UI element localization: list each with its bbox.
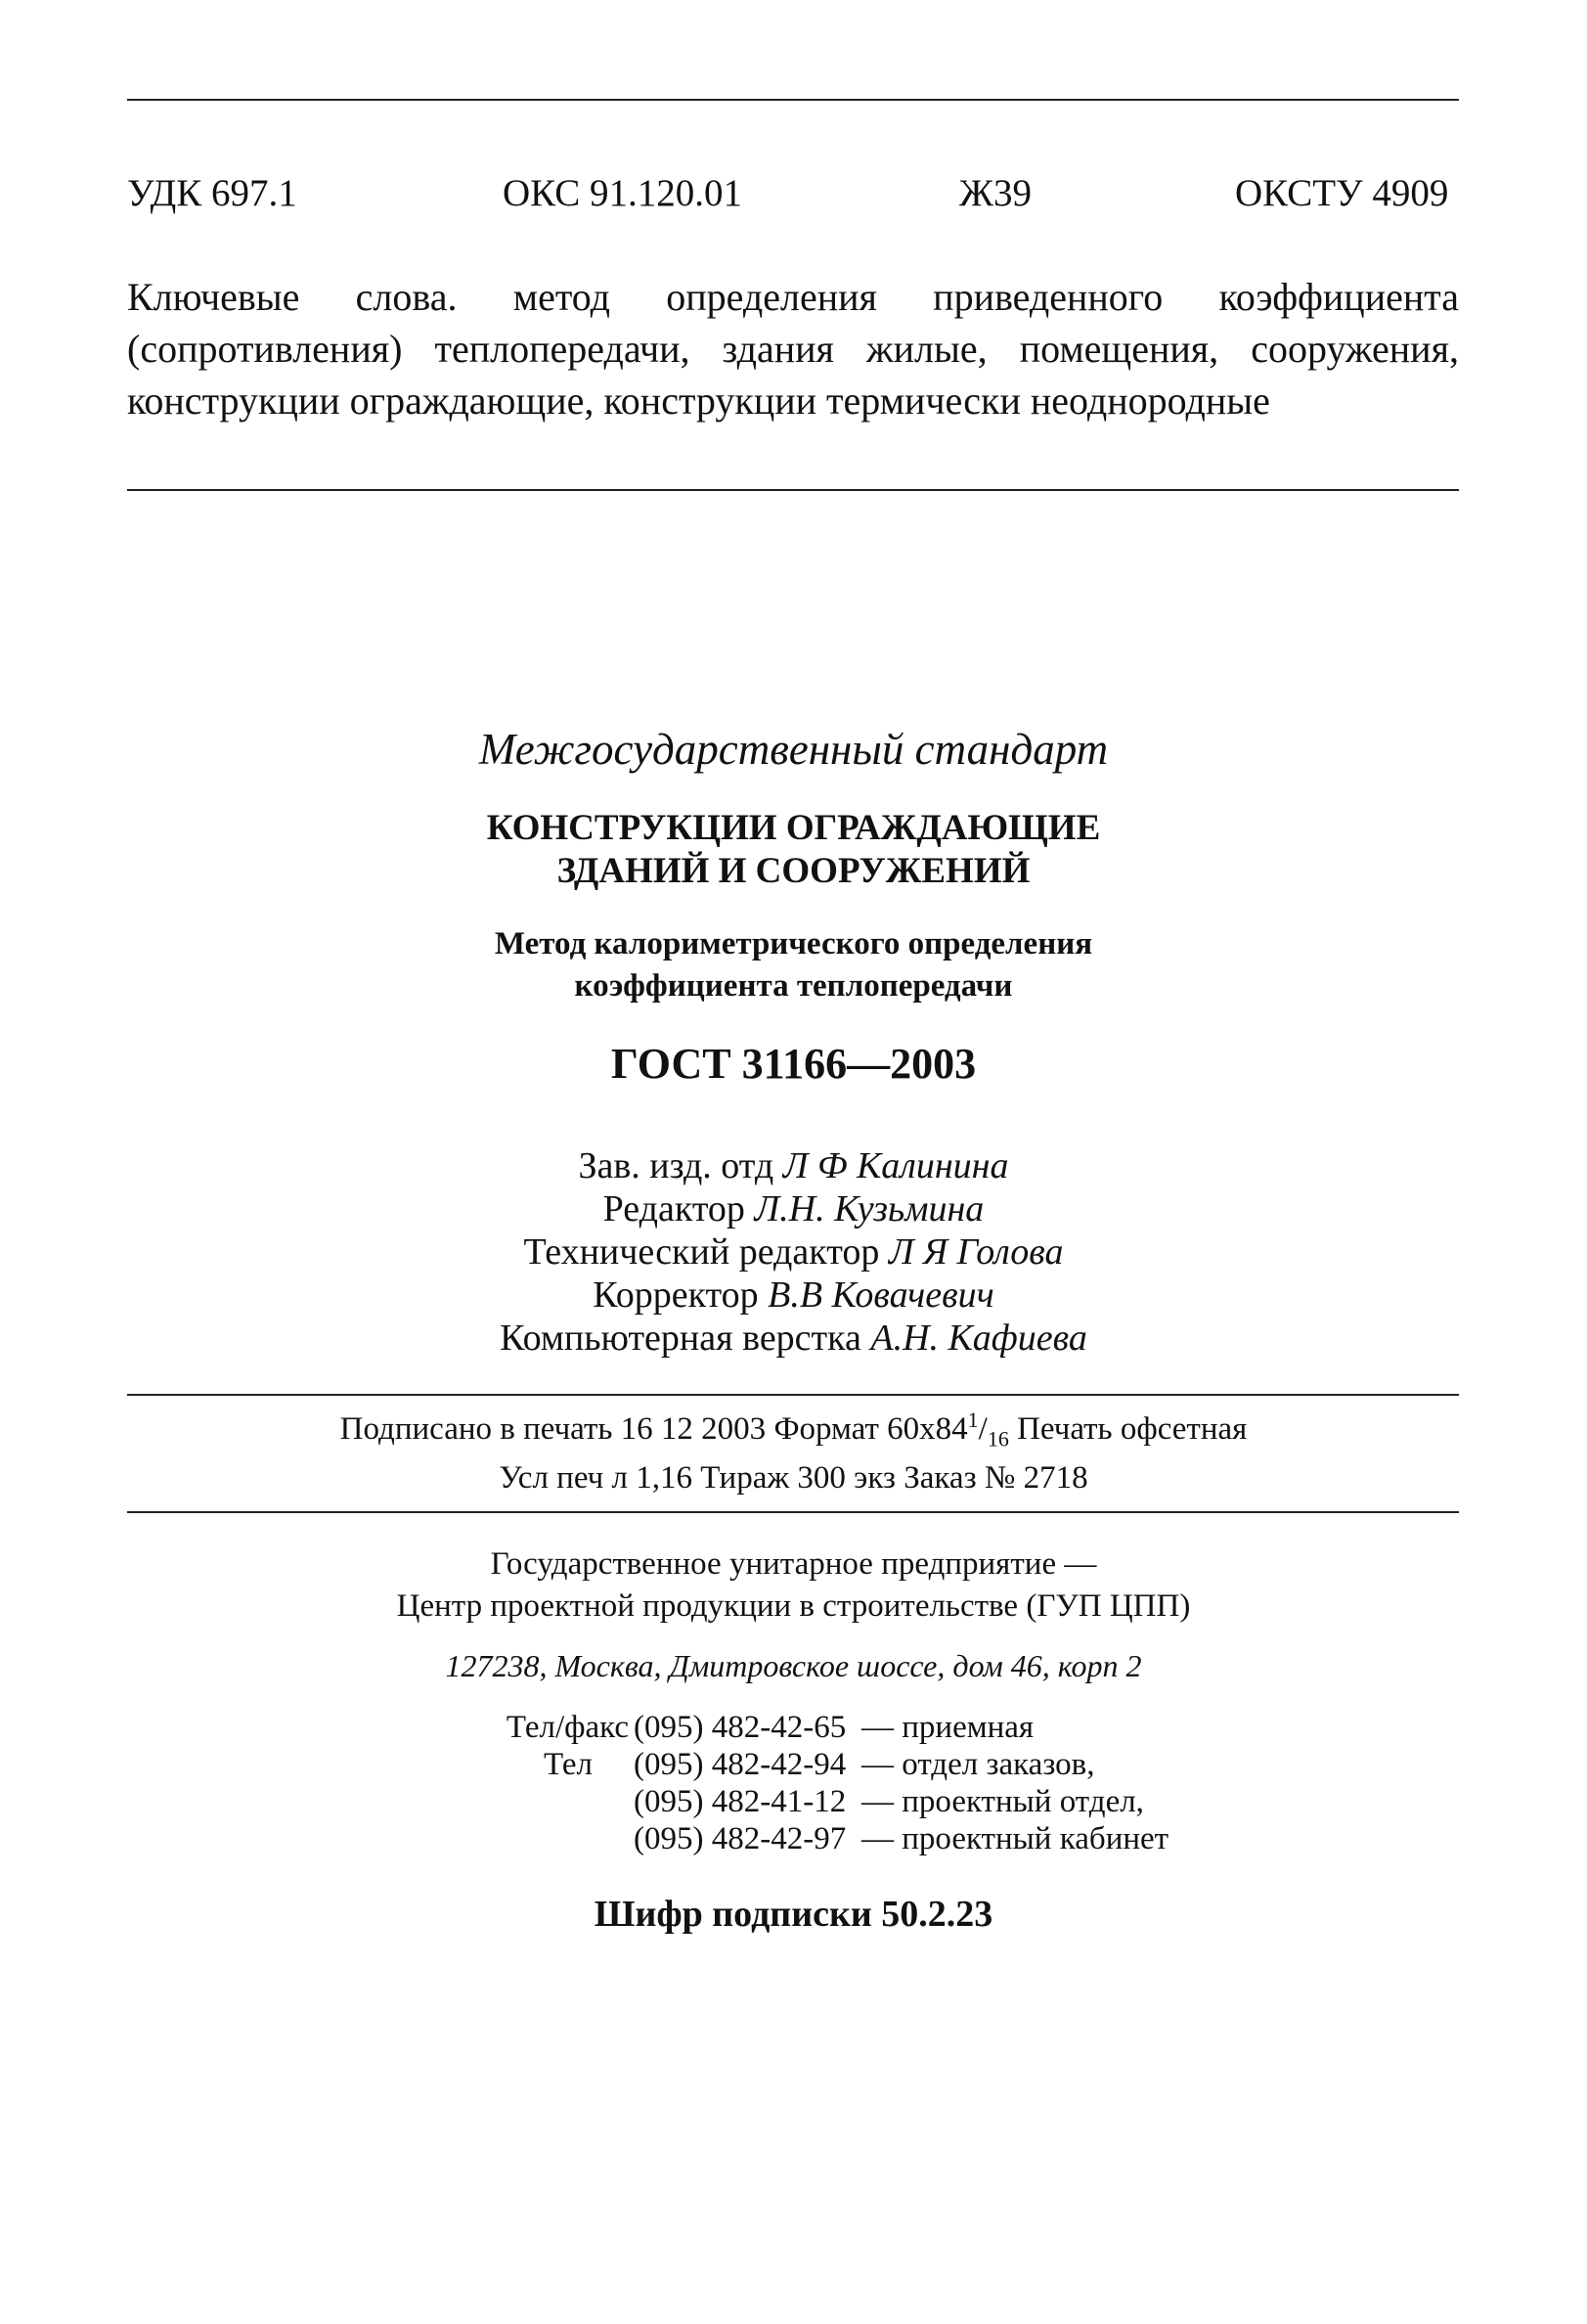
- credit-name: А.Н. Кафиева: [870, 1318, 1087, 1359]
- credit-name: Л.Н. Кузьмина: [754, 1188, 985, 1229]
- credit-line: [0, 1274, 1587, 1317]
- group-code: Ж39: [959, 172, 1032, 214]
- credit-line: [0, 1187, 1587, 1230]
- credit-role: Технический редактор: [523, 1231, 880, 1273]
- udk-code: УДК 697.1: [127, 172, 297, 214]
- standard-category: Межгосударственный стандарт: [478, 725, 1109, 774]
- title-line-2: ЗДАНИЙ И СООРУЖЕНИЙ: [556, 851, 1031, 891]
- credit-role: Редактор: [602, 1188, 745, 1229]
- credit-role: Компьютерная верстка: [500, 1318, 861, 1359]
- order-number: Заказ № 2718: [904, 1460, 1088, 1496]
- credit-name: Л Ф Калинина: [782, 1145, 1009, 1186]
- contact-desc: — проектный отдел,: [861, 1784, 1144, 1819]
- title-line-1: КОНСТРУКЦИИ ОГРАЖДАЮЩИЕ: [486, 808, 1101, 848]
- keywords-paragraph: Ключевые слова. метод определения приведенного коэффициента (сопротивления) теплопередачи, здания жилые, помещения, сооружения, конструкции ограждающие, конструкции термически неоднородные: [127, 275, 1459, 423]
- contact-phone: (095) 482-41-12: [634, 1784, 847, 1819]
- credit-name: В.В Ковачевич: [768, 1274, 994, 1316]
- contact-desc: — отдел заказов,: [861, 1747, 1095, 1782]
- imprint-line-2: [0, 1460, 1587, 1497]
- credits-list: [0, 1144, 1587, 1360]
- oks-code: ОКС 91.120.01: [503, 172, 742, 214]
- contacts-table: [465, 1710, 1169, 1858]
- standard-title: [0, 807, 1587, 893]
- subtitle-line-2: коэффициента теплопередачи: [574, 968, 1013, 1004]
- contact-phone: (095) 482-42-94: [634, 1747, 847, 1782]
- print-type: Печать офсетная: [1017, 1411, 1248, 1447]
- standard-subtitle: [0, 923, 1587, 1007]
- publisher-address: 127238, Москва, Дмитровское шоссе, дом 46, корп 2: [445, 1648, 1142, 1683]
- standard-designation: ГОСТ 31166—2003: [610, 1040, 977, 1088]
- contact-desc: — проектный кабинет: [861, 1821, 1169, 1856]
- contact-phone: (095) 482-42-65: [634, 1710, 847, 1745]
- credit-role: Зав. изд. отд: [578, 1145, 774, 1186]
- credit-line: [0, 1144, 1587, 1187]
- sheets-count: Усл печ л 1,16: [499, 1460, 692, 1496]
- contact-desc: — приемная: [861, 1710, 1035, 1745]
- publisher-block: [0, 1543, 1587, 1628]
- imprint-line-1: [0, 1408, 1587, 1452]
- subscription-code: Шифр подписки 50.2.23: [594, 1894, 993, 1935]
- okstu-code: ОКСТУ 4909: [1235, 172, 1449, 214]
- keywords-divider: [127, 489, 1459, 491]
- contact-phone: (095) 482-42-97: [634, 1821, 847, 1856]
- credit-line: [0, 1230, 1587, 1274]
- contact-row: [465, 1710, 1035, 1747]
- imprint-top-divider: [127, 1394, 1459, 1396]
- contact-label: Тел/факс: [506, 1710, 629, 1745]
- run-label: Тираж: [700, 1460, 790, 1496]
- contact-row: [465, 1784, 1144, 1821]
- contact-row: [465, 1747, 1095, 1784]
- contact-label: Тел: [543, 1747, 593, 1782]
- run-unit: экз: [854, 1460, 896, 1496]
- contact-row: [465, 1821, 1169, 1858]
- run-value: 300: [797, 1460, 846, 1496]
- top-divider: [127, 99, 1459, 101]
- print-format: Формат $60x84^1/_{16}$: [773, 1408, 1009, 1452]
- publisher-line-2: Центр проектной продукции в строительстве (ГУП ЦПП): [396, 1588, 1191, 1624]
- publisher-line-1: Государственное унитарное предприятие —: [490, 1546, 1097, 1582]
- subtitle-line-1: Метод калориметрического определения: [494, 926, 1093, 961]
- signed-date: Подписано в печать 16 12 2003: [339, 1411, 767, 1447]
- imprint-bottom-divider: [127, 1511, 1459, 1513]
- credit-name: Л Я Голова: [888, 1231, 1064, 1273]
- credit-line: [0, 1317, 1587, 1360]
- credit-role: Корректор: [593, 1274, 759, 1316]
